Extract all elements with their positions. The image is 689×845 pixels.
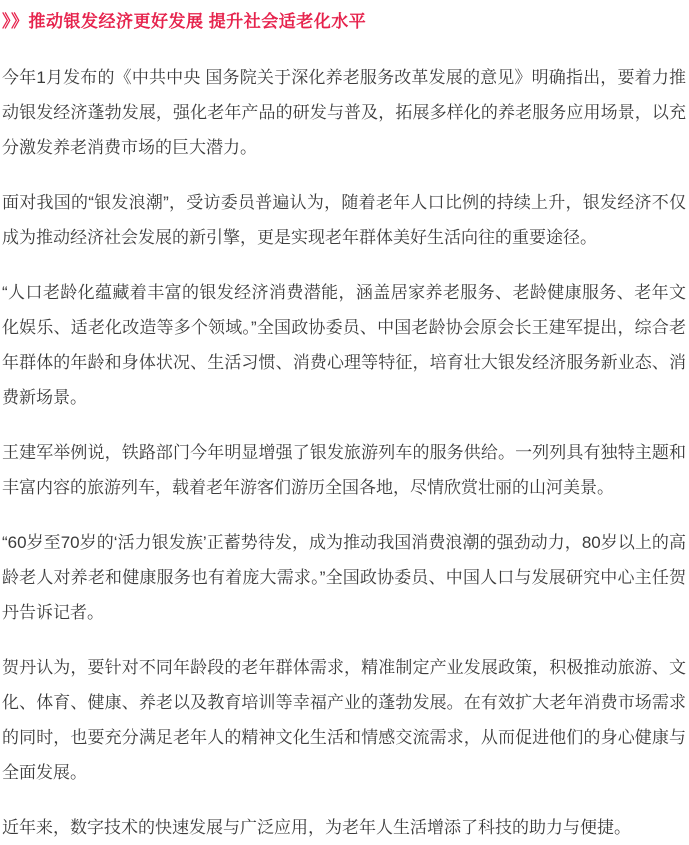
article-title <box>2 10 686 34</box>
article-body <box>2 60 686 845</box>
paragraph: 面对我国的“银发浪潮”，受访委员普遍认为，随着老年人口比例的持续上升，银发经济不仅成为推动经济社会发展的新引擎，更是实现老年群体美好生活向往的重要途径。 <box>2 193 686 247</box>
paragraph: “人口老龄化蕴藏着丰富的银发经济消费潜能，涵盖居家养老服务、老龄健康服务、老年文化娱乐、适老化改造等多个领域。”全国政协委员、中国老龄协会原会长王建军提出，综合老年群体的年龄和身体状况、生活习惯、消费心理等特征，培育壮大银发经济服务新业态、消费新场景。 <box>2 283 686 407</box>
article-title-text: 推动银发经济更好发展 提升社会适老化水平 <box>28 12 367 31</box>
paragraph: 今年1月发布的《中共中央 国务院关于深化养老服务改革发展的意见》明确指出，要着力推动银发经济蓬勃发展，强化老年产品的研发与普及，拓展多样化的养老服务应用场景，以充分激发养老消费市场的巨大潜力。 <box>2 68 686 157</box>
double-angle-quote-icon: 》》 <box>2 12 29 31</box>
paragraph: 贺丹认为，要针对不同年龄段的老年群体需求，精准制定产业发展政策，积极推动旅游、文化、体育、健康、养老以及教育培训等幸福产业的蓬勃发展。在有效扩大老年消费市场需求的同时，也要充分满足老年人的精神文化生活和情感交流需求，从而促进他们的身心健康与全面发展。 <box>2 658 686 782</box>
paragraph: 王建军举例说，铁路部门今年明显增强了银发旅游列车的服务供给。一列列具有独特主题和丰富内容的旅游列车，载着老年游客们游历全国各地，尽情欣赏壮丽的山河美景。 <box>2 443 686 497</box>
paragraph: “60岁至70岁的‘活力银发族’正蓄势待发，成为推动我国消费浪潮的强劲动力，80岁以上的高龄老人对养老和健康服务也有着庞大需求。”全国政协委员、中国人口与发展研究中心主任贺丹告诉记者。 <box>2 533 686 622</box>
paragraph: 近年来，数字技术的快速发展与广泛应用，为老年人生活增添了科技的助力与便捷。 <box>2 818 631 837</box>
